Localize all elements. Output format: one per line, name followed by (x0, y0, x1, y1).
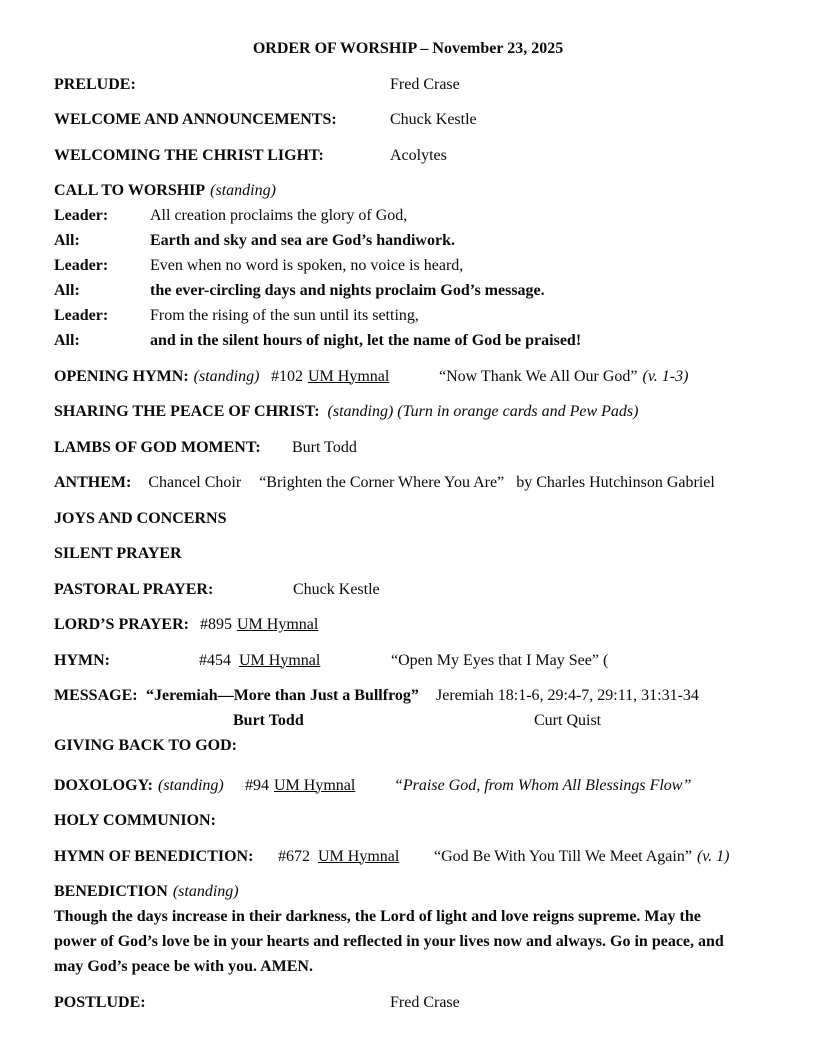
message-liturgist: Curt Quist (534, 712, 602, 729)
lords-prayer-hymnal: UM Hymnal (237, 616, 319, 633)
anthem-performer: Chancel Choir (148, 474, 242, 491)
joys-line: JOYS AND CONCERNS (54, 509, 227, 527)
doxology-number: #94 (245, 776, 269, 794)
doxology-hymnal: UM Hymnal (274, 776, 356, 794)
doxology-line (54, 773, 762, 798)
response-text: Even when no word is spoken, no voice is heard, (150, 257, 464, 274)
call-response-line (54, 328, 762, 353)
benediction-heading (54, 879, 762, 904)
opening-hymn-number: #102 (271, 367, 303, 385)
benediction-label: BENEDICTION (54, 883, 168, 900)
christ-light-label: WELCOMING THE CHRIST LIGHT: (54, 146, 324, 164)
speaker-label: Leader: (54, 207, 109, 224)
benediction-hymn-verses: (v. 1) (696, 847, 730, 865)
benediction-hymn-number: #672 (278, 847, 310, 865)
benediction-hymn-line (54, 844, 762, 869)
call-to-worship-heading (54, 178, 762, 203)
doxology-label: DOXOLOGY: (54, 776, 153, 794)
sharing-peace-line (54, 399, 762, 424)
benediction-standing: (standing) (172, 883, 239, 900)
speaker-label: All: (54, 332, 80, 349)
call-response-line (54, 253, 762, 278)
hymn-title: “Open My Eyes that I May See” ( (391, 651, 609, 669)
response-text: and in the silent hours of night, let the name of God be praised! (150, 332, 582, 349)
anthem-title: “Brighten the Corner Where You Are” (259, 474, 505, 491)
prelude-value: Fred Crase (390, 75, 460, 93)
speaker-label: All: (54, 282, 80, 299)
message-names-line (54, 708, 762, 733)
call-to-worship-standing: (standing) (210, 182, 276, 199)
response-text: From the rising of the sun until its setting, (150, 307, 419, 324)
hymn-line (54, 648, 762, 673)
lords-prayer-label: LORD’S PRAYER: (54, 616, 189, 633)
communion-line: HOLY COMMUNION: (54, 812, 216, 829)
doxology-standing: (standing) (157, 776, 224, 794)
anthem-label: ANTHEM: (54, 474, 132, 491)
call-response-line (54, 303, 762, 328)
hymn-hymnal: UM Hymnal (239, 651, 321, 669)
call-response-line (54, 228, 762, 253)
lambs-moment-line (54, 435, 762, 460)
pastoral-prayer-value: Chuck Kestle (293, 580, 380, 598)
message-title: “Jeremiah—More than Just a Bullfrog” (146, 687, 419, 704)
lords-prayer-line (54, 612, 762, 637)
message-line (54, 683, 762, 708)
speaker-label: Leader: (54, 257, 109, 274)
doxology-title: “Praise God, from Whom All Blessings Flow” (394, 776, 692, 794)
christ-light-line (54, 143, 762, 168)
opening-hymn-standing: (standing) (193, 367, 260, 385)
anthem-line (54, 470, 762, 495)
lambs-moment-label: LAMBS OF GOD MOMENT: (54, 438, 261, 456)
opening-hymn-hymnal: UM Hymnal (308, 367, 390, 385)
benediction-text-line: power of God’s love be in your hearts and reflected in your lives now and always. Go in peace, and (54, 933, 724, 950)
call-response-line (54, 278, 762, 303)
hymn-label: HYMN: (54, 651, 110, 669)
prelude-line (54, 72, 762, 97)
prelude-label: PRELUDE: (54, 75, 136, 93)
giving-line: GIVING BACK TO GOD: (54, 737, 237, 754)
message-preacher: Burt Todd (233, 712, 304, 729)
postlude-value: Fred Crase (390, 993, 460, 1011)
welcome-value: Chuck Kestle (390, 111, 477, 128)
call-response-line (54, 203, 762, 228)
message-scripture: Jeremiah 18:1-6, 29:4-7, 29:11, 31:31-34 (436, 687, 699, 704)
document-title: ORDER OF WORSHIP – November 23, 2025 (252, 40, 564, 57)
speaker-label: All: (54, 232, 80, 249)
silent-prayer-line: SILENT PRAYER (54, 545, 182, 562)
sharing-peace-label: SHARING THE PEACE OF CHRIST: (54, 403, 320, 420)
lambs-moment-value: Burt Todd (292, 438, 357, 456)
christ-light-value: Acolytes (390, 146, 447, 164)
postlude-label: POSTLUDE: (54, 993, 146, 1011)
hymn-number: #454 (199, 651, 231, 669)
opening-hymn-title: “Now Thank We All Our God” (439, 367, 638, 385)
opening-hymn-verses: (v. 1-3) (642, 367, 689, 385)
speaker-label: Leader: (54, 307, 109, 324)
response-text: All creation proclaims the glory of God, (150, 207, 408, 224)
postlude-line (54, 990, 762, 1015)
anthem-composer: by Charles Hutchinson Gabriel (516, 474, 715, 491)
welcome-line (54, 107, 762, 132)
benediction-hymn-hymnal: UM Hymnal (318, 847, 400, 865)
response-text: Earth and sky and sea are God’s handiwork. (150, 232, 455, 249)
benediction-text-line: Though the days increase in their darkness, the Lord of light and love reigns supreme. May the (54, 908, 701, 925)
sharing-peace-note: (standing) (Turn in orange cards and Pew Pads) (327, 403, 639, 420)
call-to-worship-label: CALL TO WORSHIP (54, 182, 206, 199)
pastoral-prayer-line (54, 577, 762, 602)
benediction-hymn-title: “God Be With You Till We Meet Again” (434, 847, 692, 865)
pastoral-prayer-label: PASTORAL PRAYER: (54, 580, 214, 598)
benediction-hymn-label: HYMN OF BENEDICTION: (54, 847, 254, 865)
message-label: MESSAGE: (54, 687, 138, 704)
response-text: the ever-circling days and nights proclaim God’s message. (150, 282, 545, 299)
benediction-text-line: may God’s peace be with you. AMEN. (54, 958, 313, 975)
welcome-label: WELCOME AND ANNOUNCEMENTS: (54, 111, 337, 128)
lords-prayer-number: #895 (200, 616, 232, 633)
opening-hymn-line (54, 364, 762, 389)
opening-hymn-label: OPENING HYMN: (54, 367, 189, 385)
